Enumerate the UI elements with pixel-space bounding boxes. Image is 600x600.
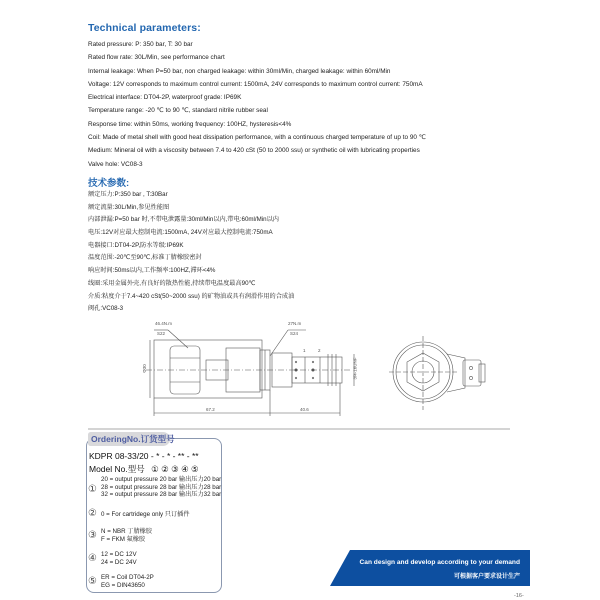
spec-item: Rated flow rate: 30L/Min, see performance chart [88,54,225,62]
dim-length-2: 40.6 [300,407,309,412]
dim-height: Φ30 [141,364,147,373]
option-marker-4: ④ [88,553,97,564]
banner-text-en: Can design and develop according to your demand [359,559,520,566]
model-no-row [89,463,199,475]
spec-item-cn: 电压:12V对应最大控制电流:1500mA, 24V对应最大控制电流:750mA [88,229,273,237]
section-divider [88,428,510,430]
option-group-2 [101,511,190,519]
option-line: 20 = output pressure 20 bar 输出压力20 bar [101,476,222,483]
valve-side-view-drawing [140,318,380,423]
technical-parameters-cn-list [88,189,294,316]
option-group-1 [101,476,221,499]
option-line: EG = DIN43650 [101,581,145,589]
model-no-circles: ① ② ③ ④ ⑤ [151,464,199,474]
banner-text-cn: 可根据客户要求设计生产 [453,574,520,580]
spec-item: Coil: Made of metal shell with good heat dissipation performance, with a continuous charged temperature of up to 90 ℃ [88,134,426,142]
model-no-label: Model No.型号 [89,464,145,474]
spec-item: Medium: Mineral oil with a viscosity between 7.4 to 420 cSt (50 to 2000 ssu) or synthetic oil with lubricating properties [88,147,420,155]
spec-item-cn: 电器接口:DT04-2P,防水等级:IP69K [88,241,184,249]
page-number: -16- [514,593,524,599]
option-marker-2: ② [88,508,97,519]
spec-item: Response time: within 50ms, working frequency: 100HZ, hysteresis<4% [88,120,292,128]
option-line: 24 = DC 24V [101,558,137,566]
option-line: F = FKM 氟橡胶 [101,535,146,543]
spec-item-cn: 额定压力:P:350 bar , T:30Bar [88,191,168,198]
option-group-5 [101,574,154,589]
port-label-2: 2 [318,348,321,353]
wrench-size-left: S22 [157,331,166,336]
spec-item: Voltage: 12V corresponds to maximum control current: 1500mA, 24V corresponds to maximum control current: 750mA [88,80,423,88]
spec-item: Rated pressure: P: 350 bar, T: 30 bar [88,41,193,48]
valve-end-view-drawing [385,330,495,415]
option-group-4 [101,551,137,566]
option-marker-5: ⑤ [88,576,97,587]
ordering-title: OrderingNo.订货型号 [91,434,175,444]
spec-item: Internal leakage: When P=50 bar, non charged leakage: within 30ml/Min, charged leakage: within 60ml/Min [88,67,391,75]
option-line: ER = Coil DT04-2P [101,574,154,581]
spec-item: Temperature range: -20 ℃ to 90 ℃, standard nitrile rubber seal [88,107,268,115]
option-line: 32 = output pressure 28 bar 输出压力32 bar [101,491,222,499]
wrench-size-right: S24 [290,331,299,336]
technical-parameters-list [88,38,426,171]
option-line: 0 = For cartridege only 只订插件 [101,511,190,518]
spec-item-cn: 温度范围:-20℃至90℃,标准丁腈橡胶密封 [88,254,202,262]
spec-item-cn: 额定流量:30L/Min,参见性能图 [88,203,170,211]
spec-item-cn: 响应时间:50ms以内,工作频率:100HZ,滞环<4% [88,267,216,275]
spec-item: Valve hole: VC08-3 [88,160,143,168]
option-group-3 [101,528,152,543]
dim-length-1: 67.2 [206,407,215,412]
torque-label-left: 46.4N.m [155,321,173,326]
spec-item-cn: 阀孔:VC08-3 [88,305,124,313]
dim-thread: 3/4-16UNF [352,357,358,380]
model-code: KDPR 08-33/20 - * - * - ** - ** [89,451,199,461]
option-line: 28 = output pressure 28 bar 输出压力28 bar [101,483,222,491]
option-marker-3: ③ [88,530,97,541]
spec-item-cn: 介质:粘度介于7.4~420 cSt(50~2000 ssu) 的矿物油或具有润滑作用的合成油 [88,292,295,300]
technical-parameters-heading: Technical parameters: [88,22,201,34]
spec-item-cn: 线圈:采用金属外壳,有良好的散热性能,持续带电温度最高90℃ [88,279,256,287]
spec-item-cn: 内部泄漏:P=50 bar 时,不带电泄露量:30ml/Min以内,带电:60ml/Min以内 [88,216,279,224]
technical-parameters-cn-heading: 技术参数: [88,178,130,189]
spec-item: Electrical interface: DT04-2P, waterproof grade: IP69K [88,94,242,102]
option-line: N = NBR 丁腈橡胶 [101,528,153,535]
custom-design-banner [330,550,530,586]
torque-label-right: 27N.m [288,321,302,326]
option-line: 12 = DC 12V [101,551,137,558]
port-label-1: 1 [303,348,306,353]
option-marker-1: ① [88,484,97,495]
